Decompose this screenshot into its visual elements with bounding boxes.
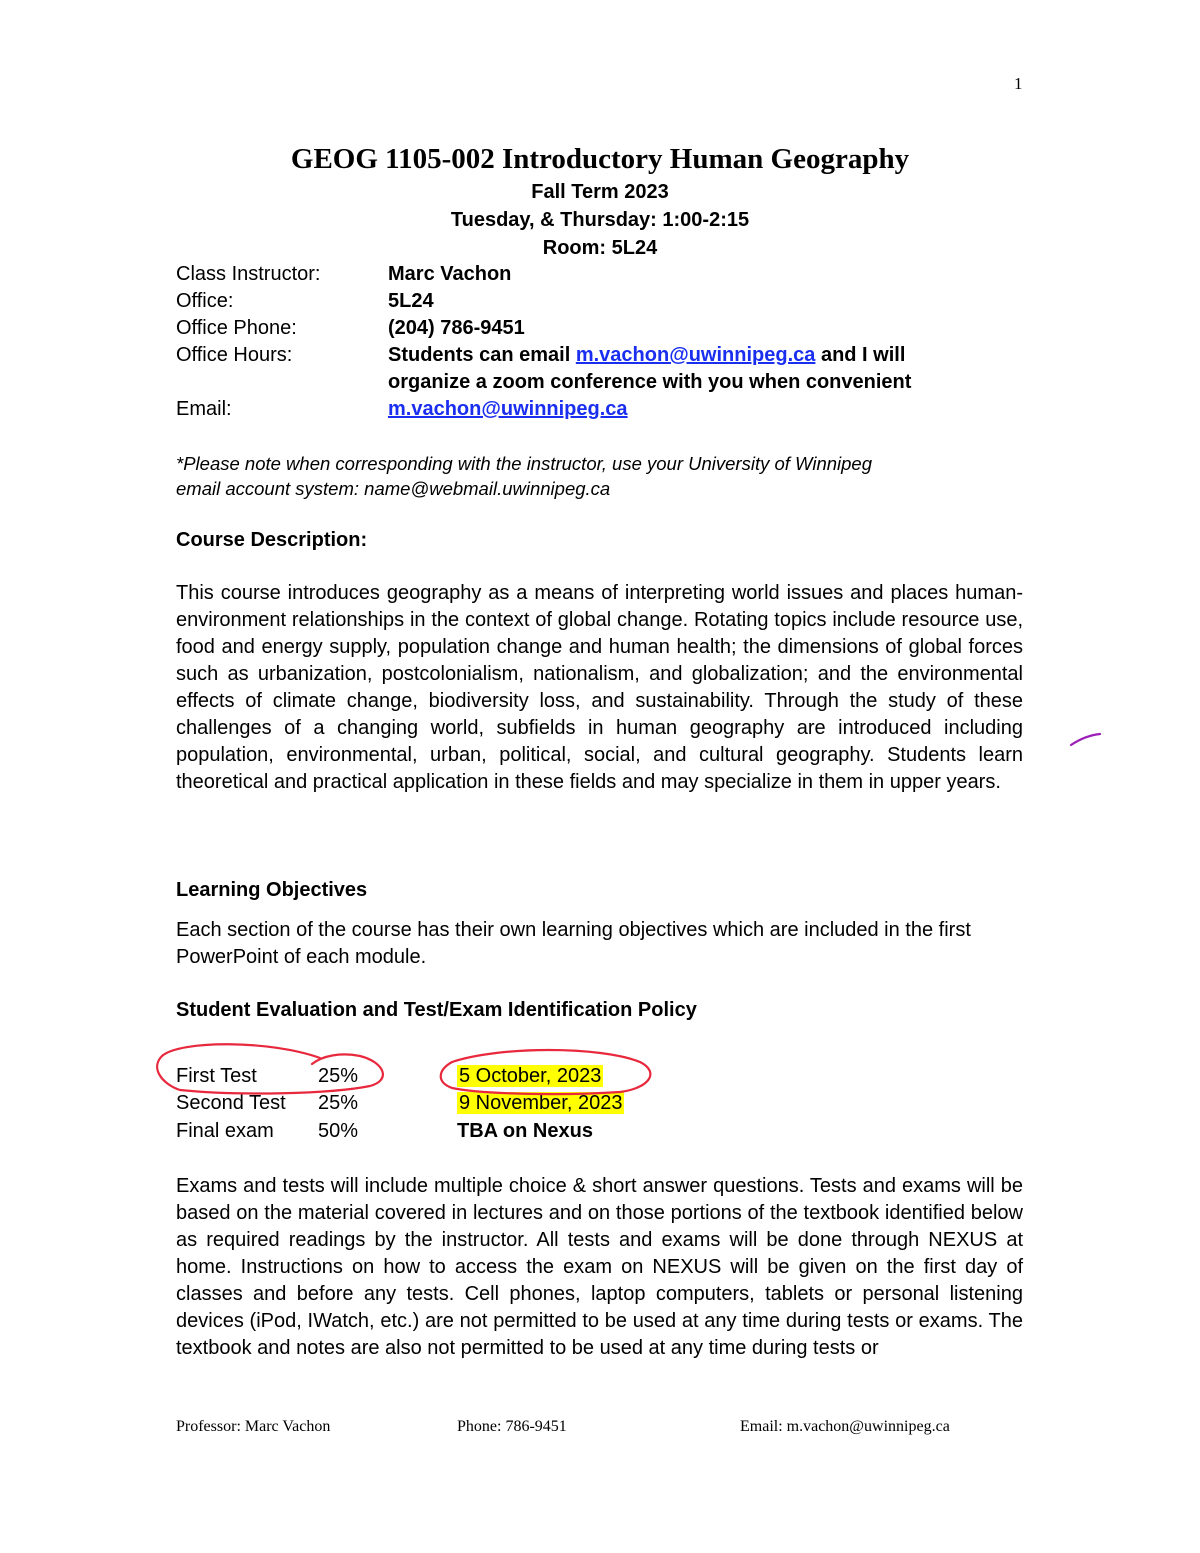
office-label: Office: — [176, 290, 234, 312]
highlighted-date: 9 November, 2023 — [459, 1092, 623, 1114]
hours-label: Office Hours: — [176, 344, 293, 366]
eval-item-name: Second Test — [176, 1092, 286, 1114]
evaluation-heading: Student Evaluation and Test/Exam Identification Policy — [176, 999, 697, 1021]
note-line-2: email account system: name@webmail.uwinnipeg.ca — [176, 478, 611, 499]
eval-item-weight: 25% — [318, 1092, 359, 1114]
footer-professor: Professor: Marc Vachon — [176, 1418, 331, 1435]
course-description-body: This course introduces geography as a means of interpreting world issues and places human-environment relationships in the context of global change. Rotating topics include resource use, food and energy supply, population change and human health; the dimensions of global forces such as urbanization, postcolonialism, nationalism, and globalization; and the environmental effects of climate change, biodiversity loss, and sustainability. Through the study of these challenges of a changing world, subfields in human geography are introduced including population, environmental, urban, political, social, and cultural geography. Students learn theoretical and practical application in these fields and may specialize in them in upper years. — [176, 582, 1023, 793]
email-label: Email: — [176, 398, 232, 420]
hours-value — [388, 344, 905, 367]
office-value: 5L24 — [388, 290, 434, 312]
eval-item-weight: 25% — [318, 1065, 359, 1087]
instructor-label: Class Instructor: — [176, 263, 321, 285]
hours-suffix: and I will — [815, 344, 906, 366]
hours-prefix: Students can email — [388, 344, 576, 366]
email-link[interactable]: m.vachon@uwinnipeg.ca — [388, 398, 628, 420]
eval-item-name: Final exam — [176, 1120, 274, 1142]
hours-line-2: organize a zoom conference with you when convenient — [388, 371, 912, 393]
room: Room: 5L24 — [542, 237, 658, 259]
note-line-1: *Please note when corresponding with the instructor, use your University of Winnipeg — [176, 453, 873, 474]
annotation-checkmark — [1071, 734, 1100, 745]
learning-objectives-heading: Learning Objectives — [176, 879, 368, 901]
page-number: 1 — [1014, 74, 1023, 93]
eval-item-date — [457, 1092, 624, 1115]
instructor-value: Marc Vachon — [388, 263, 512, 285]
course-title: GEOG 1105-002 Introductory Human Geography — [290, 143, 910, 175]
phone-label: Office Phone: — [176, 317, 297, 339]
highlighted-date: 5 October, 2023 — [459, 1065, 602, 1087]
evaluation-body: Exams and tests will include multiple choice & short answer questions. Tests and exams will be based on the material covered in lectures and on those portions of the textbook identified below as required readings by the instructor. All tests and exams will be done through NEXUS at home. Instructions on how to access the exam on NEXUS will be given on the first day of classes and before any tests. Cell phones, laptop computers, tablets or personal listening devices (iPod, IWatch, etc.) are not permitted to be used at any time during tests or exams. The textbook and notes are also not permitted to be used at any time during tests or — [176, 1175, 1023, 1359]
eval-item-date: TBA on Nexus — [457, 1120, 593, 1142]
email-note — [176, 451, 1036, 501]
schedule: Tuesday, & Thursday: 1:00-2:15 — [450, 209, 750, 231]
learning-objectives-body: Each section of the course has their own learning objectives which are included in the first PowerPoint of each module. — [176, 919, 971, 968]
email-value — [388, 398, 628, 421]
footer-email: Email: m.vachon@uwinnipeg.ca — [740, 1418, 950, 1435]
eval-item-weight: 50% — [318, 1120, 359, 1142]
hours-email-link[interactable]: m.vachon@uwinnipeg.ca — [575, 344, 816, 366]
phone-value: (204) 786-9451 — [388, 317, 525, 339]
term: Fall Term 2023 — [531, 181, 669, 203]
footer-phone: Phone: 786-9451 — [457, 1418, 567, 1435]
eval-item-date — [457, 1065, 603, 1088]
eval-item-name: First Test — [176, 1065, 257, 1087]
course-description-heading: Course Description: — [176, 529, 368, 551]
